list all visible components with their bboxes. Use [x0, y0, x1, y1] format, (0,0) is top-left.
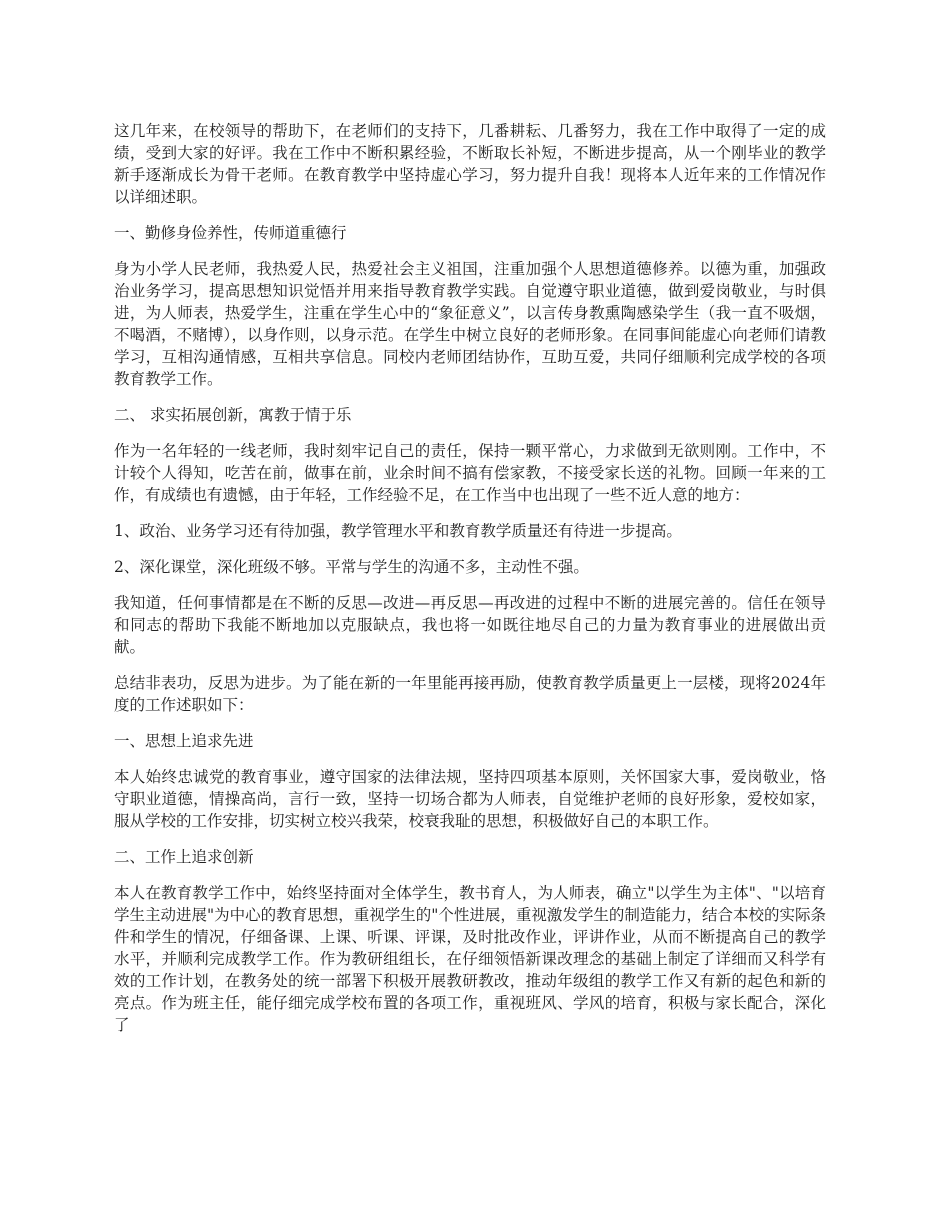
- paragraph-summary: 总结非表功，反思为进步。为了能在新的一年里能再接再励，使教育教学质量更上一层楼，现将2024年度的工作述职如下：: [114, 674, 826, 714]
- paragraph-thought: 本人始终忠诚党的教育事业，遵守国家的法律法规，坚持四项基本原则，关怀国家大事，爱岗敬业，恪守职业道德，情操高尚，言行一致，坚持一切场合都为人师表，自觉维护老师的良好形象，爱校如家，服从学校的工作安排，切实树立校兴我荣，校衰我耻的思想，积极做好自己的本职工作。: [114, 768, 826, 830]
- paragraph-morality: 身为小学人民老师，我热爱人民，热爱社会主义祖国，注重加强个人思想道德修养。以德为重，加强政治业务学习，提高思想知识觉悟并用来指导教育教学实践。自觉遵守职业道德，做到爱岗敬业，与时俱进，为人师表，热爱学生，注重在学生心中的“象征意义”，以言传身教熏陶感染学生（我一直不吸烟，不喝酒，不赌博），以身作则，以身示范。在学生中树立良好的老师形象。在同事间能虚心向老师们请教学习，互相沟通情感，互相共享信息。同校内老师团结协作，互助互爱，共同仔细顺利完成学校的各项教育教学工作。: [114, 260, 826, 388]
- section-heading-3: 一、思想上追求先进: [114, 732, 254, 750]
- paragraph-responsibility: 作为一名年轻的一线老师，我时刻牢记自己的责任，保持一颗平常心，力求做到无欲则刚。工作中，不计较个人得知，吃苦在前，做事在前，业余时间不搞有偿家教，不接受家长送的礼物。回顾一年来的工作，有成绩也有遗憾，由于年轻，工作经验不足，在工作当中也出现了一些不近人意的地方：: [114, 442, 826, 504]
- intro-paragraph: 这几年来，在校领导的帮助下，在老师们的支持下，几番耕耘、几番努力，我在工作中取得了一定的成绩，受到大家的好评。我在工作中不断积累经验，不断取长补短，不断进步提高，从一个刚毕业的教学新手逐渐成长为骨干老师。在教育教学中坚持虚心学习，努力提升自我！现将本人近年来的工作情况作以详细述职。: [114, 122, 826, 206]
- section-heading-2: 二、 求实拓展创新，寓教于情于乐: [114, 406, 352, 424]
- list-item-1: 1、政治、业务学习还有待加强，教学管理水平和教育教学质量还有待进一步提高。: [114, 522, 682, 540]
- paragraph-reflection: 我知道，任何事情都是在不断的反思—改进—再反思—再改进的过程中不断的进展完善的。信任在领导和同志的帮助下我能不断地加以克服缺点，我也将一如既往地尽自己的力量为教育事业的进展做出贡献。: [114, 594, 826, 656]
- list-item-2: 2、深化课堂，深化班级不够。平常与学生的沟通不多，主动性不强。: [114, 558, 589, 576]
- document-body: [114, 120, 826, 1050]
- section-heading-1: 一、勤修身俭养性，传师道重德行: [114, 224, 347, 242]
- section-heading-4: 二、工作上追求创新: [114, 848, 254, 866]
- paragraph-work: 本人在教育教学工作中，始终坚持面对全体学生，教书育人，为人师表，确立"以学生为主体"、"以培育学生主动进展"为中心的教育思想，重视学生的"个性进展，重视激发学生的制造能力，结合本校的实际条件和学生的情况，仔细备课、上课、听课、评课，及时批改作业，评讲作业，从而不断提高自己的教学水平，并顺利完成教学工作。作为教研组组长，在仔细领悟新课改理念的基础上制定了详细而又科学有效的工作计划，在教务处的统一部署下积极开展教研教改，推动年级组的教学工作又有新的起色和新的亮点。作为班主任，能仔细完成学校布置的各项工作，重视班风、学风的培育，积极与家长配合，深化了: [114, 884, 826, 1034]
